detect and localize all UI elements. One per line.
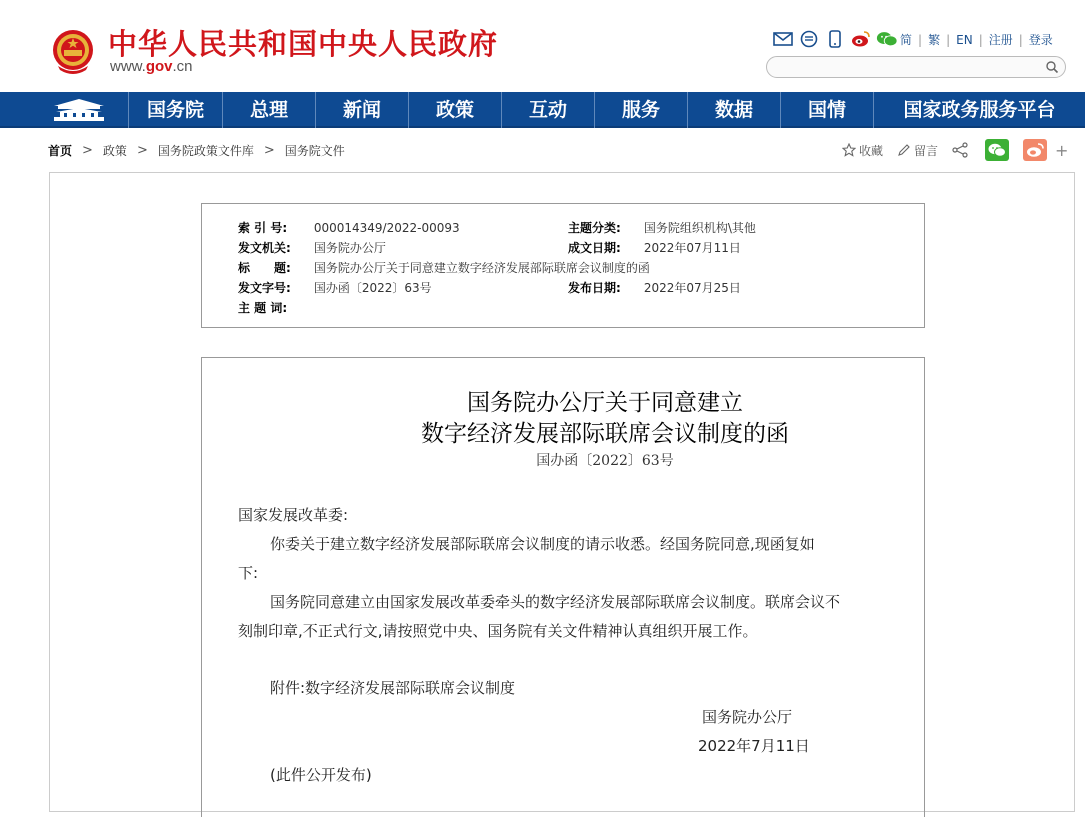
weibo-share-button[interactable] (1023, 139, 1047, 161)
breadcrumb-policy[interactable]: 政策 (102, 144, 127, 158)
nav-item-services[interactable]: 服务 (594, 92, 687, 128)
comment-label: 留言 (914, 143, 939, 158)
meta-pub-date-label: 发布日期: (568, 281, 621, 295)
meta-issuer-label: 发文机关: (238, 241, 291, 255)
register-link[interactable]: 注册 (988, 33, 1013, 47)
breadcrumb (48, 142, 345, 159)
document-title (0, 388, 1085, 450)
comment-button[interactable] (897, 142, 938, 159)
meta-docno-label: 发文字号: (238, 281, 291, 295)
salutation: 国家发展改革委: (238, 506, 349, 524)
paragraph-2-line-1: 国务院同意建立由国家发展改革委牵头的数字经济发展部际联席会议制度。联席会议不 (270, 593, 841, 611)
separator: | (1018, 32, 1023, 47)
main-nav (0, 92, 1085, 128)
breadcrumb-state-council-docs[interactable]: 国务院文件 (284, 144, 345, 158)
nav-item-interaction[interactable]: 互动 (501, 92, 594, 128)
meta-keywords-label: 主 题 词: (238, 301, 288, 315)
nav-items (128, 92, 1085, 128)
share-tools (842, 139, 1068, 161)
share-icon (952, 142, 968, 158)
nav-item-data[interactable]: 数据 (687, 92, 780, 128)
meta-title-value: 国务院办公厅关于同意建立数字经济发展部际联席会议制度的函 (313, 261, 650, 275)
chevron-right-icon: > (136, 143, 148, 158)
meta-pub-date (568, 279, 741, 296)
login-link[interactable]: 登录 (1028, 33, 1053, 47)
url-prefix: www. (110, 58, 146, 75)
meta-docno (238, 279, 432, 296)
tool-icons (772, 28, 902, 50)
search-input[interactable] (777, 59, 1037, 75)
pencil-icon (897, 143, 911, 157)
nav-item-national-info[interactable]: 国情 (780, 92, 873, 128)
meta-issuer-value: 国务院办公厅 (313, 241, 386, 255)
meta-topic (568, 219, 756, 236)
share-button[interactable] (952, 142, 971, 158)
signature-date: 2022年7月11日 (698, 737, 810, 755)
meta-date-written (568, 239, 741, 256)
breadcrumb-home[interactable]: 首页 (48, 144, 73, 158)
url-suffix: .cn (172, 58, 193, 75)
nav-item-news[interactable]: 新闻 (315, 92, 408, 128)
language-links (900, 31, 1053, 48)
mobile-icon[interactable] (824, 29, 846, 49)
meta-pub-date-value: 2022年07月25日 (643, 281, 741, 295)
chevron-right-icon: > (263, 143, 275, 158)
meta-index-label: 索 引 号: (238, 221, 288, 235)
meta-docno-value: 国办函〔2022〕63号 (313, 281, 432, 295)
nav-item-policy[interactable]: 政策 (408, 92, 501, 128)
publication-note: (此件公开发布) (270, 766, 372, 784)
attachment-line: 附件:数字经济发展部际联席会议制度 (270, 679, 516, 697)
meta-topic-label: 主题分类: (568, 221, 621, 235)
meta-title (238, 259, 650, 276)
nav-item-premier[interactable]: 总理 (222, 92, 315, 128)
wechat-icon[interactable] (876, 29, 898, 49)
site-header (0, 0, 1085, 92)
weibo-icon[interactable] (850, 29, 872, 49)
paragraph-2-line-2: 刻制印章,不正式行文,请按照党中央、国务院有关文件精神认真组织开展工作。 (238, 622, 758, 640)
collect-button[interactable] (842, 142, 883, 159)
paragraph-1-line-2: 下: (238, 564, 259, 582)
nav-item-service-platform[interactable]: 国家政务服务平台 (873, 92, 1085, 128)
url-domain: gov (145, 58, 173, 75)
meta-index (238, 219, 460, 236)
meta-title-label: 标 题: (238, 261, 291, 275)
chevron-right-icon: > (82, 143, 93, 158)
paragraph-1-line-1: 你委关于建立数字经济发展部际联席会议制度的请示收悉。经国务院同意,现函复如 (270, 535, 815, 553)
document-title-line-2: 数字经济发展部际联席会议制度的函 (421, 421, 789, 447)
search-box (766, 56, 1066, 78)
meta-topic-value: 国务院组织机构\其他 (643, 221, 756, 235)
site-url[interactable] (110, 58, 193, 75)
search-icon[interactable] (1045, 60, 1059, 74)
collect-label: 收藏 (859, 143, 884, 158)
meta-index-value: 000014349/2022-00093 (313, 221, 460, 235)
wechat-share-button[interactable] (985, 139, 1009, 161)
meta-date-written-label: 成文日期: (568, 241, 621, 255)
chat-icon[interactable] (798, 29, 820, 49)
nav-item-state-council[interactable]: 国务院 (128, 92, 222, 128)
meta-date-written-value: 2022年07月11日 (643, 241, 741, 255)
separator: | (918, 32, 923, 47)
lang-english[interactable]: EN (956, 32, 973, 47)
signature: 国务院办公厅 (702, 708, 793, 726)
meta-keywords (238, 299, 310, 316)
wechat-icon (987, 142, 1007, 158)
national-emblem-icon[interactable] (50, 28, 96, 76)
lang-traditional[interactable]: 繁 (928, 33, 941, 47)
separator: | (978, 32, 983, 47)
meta-issuer (238, 239, 386, 256)
star-icon (842, 143, 856, 157)
document-title-line-1: 国务院办公厅关于同意建立 (467, 390, 743, 416)
more-share-icon[interactable]: + (1055, 140, 1069, 160)
mail-icon[interactable] (772, 29, 794, 49)
weibo-icon (1025, 142, 1045, 158)
lang-simplified[interactable]: 简 (900, 33, 913, 47)
site-title[interactable]: 中华人民共和国中央人民政府 (108, 27, 499, 61)
document-meta-box (201, 203, 925, 328)
breadcrumb-policy-library[interactable]: 国务院政策文件库 (157, 144, 254, 158)
separator: | (946, 32, 951, 47)
tiananmen-home-icon[interactable] (46, 96, 112, 124)
document-number: 国办函〔2022〕63号 (536, 453, 674, 469)
